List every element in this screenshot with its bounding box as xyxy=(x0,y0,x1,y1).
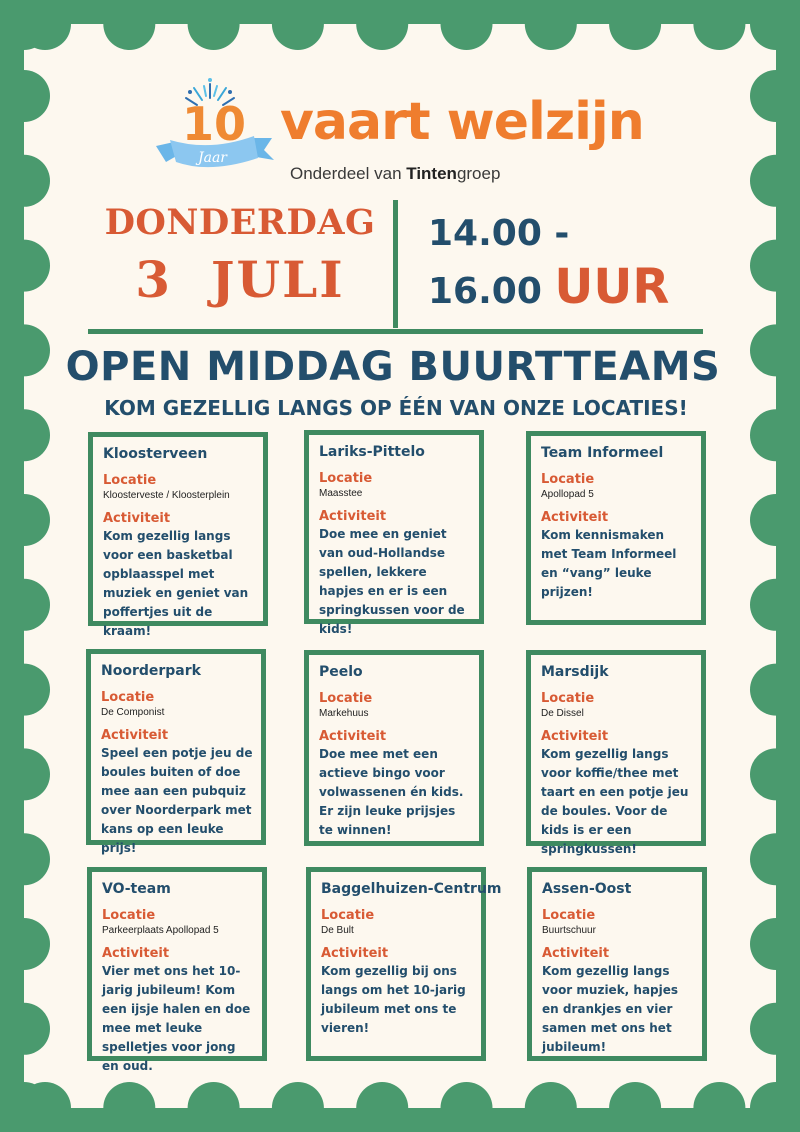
card-activity: Kom kennismaken met Team Informeel en “vang” leuke prijzen! xyxy=(541,528,677,599)
card-activity-label: Activiteit xyxy=(102,946,170,961)
svg-text:10: 10 xyxy=(182,97,247,151)
date-day: DONDERDAG xyxy=(104,202,376,243)
card-location-label: Locatie xyxy=(319,471,373,486)
card-title: Assen-Oost xyxy=(542,881,632,897)
location-card xyxy=(88,432,268,638)
location-card xyxy=(87,867,267,1073)
card-activity-label: Activiteit xyxy=(541,510,609,525)
card-title: Noorderpark xyxy=(101,663,201,679)
card-title: Lariks-Pittelo xyxy=(319,444,425,460)
card-location-label: Locatie xyxy=(102,908,156,923)
card-activity-label: Activiteit xyxy=(542,946,610,961)
card-location: De Componist xyxy=(101,707,165,718)
vertical-divider xyxy=(393,200,398,328)
location-card xyxy=(306,867,502,1061)
horizontal-divider xyxy=(88,329,703,334)
card-location: Parkeerplaats Apollopad 5 xyxy=(102,925,219,936)
card-location: De Bult xyxy=(321,925,354,936)
card-activity: Kom gezellig langs voor muziek, hapjes en drankjes en vier samen met ons het jubileum! xyxy=(542,964,679,1054)
card-activity: Vier met ons het 10-jarig jubileum! Kom een ijsje halen en doe mee met leuke spelletjes voor jong en oud. xyxy=(102,964,251,1073)
card-activity: Kom gezellig langs voor koffie/thee met taart en een potje jeu de boules. Voor de kids is er een springkussen! xyxy=(541,747,689,856)
event-date xyxy=(90,203,390,311)
logo-subline: Onderdeel van Tintengroep xyxy=(290,164,501,183)
card-location: De Dissel xyxy=(541,708,584,719)
card-location-label: Locatie xyxy=(319,691,373,706)
anniversary-badge-icon xyxy=(150,78,280,178)
card-location-label: Locatie xyxy=(541,472,595,487)
card-location: Apollopad 5 xyxy=(541,489,594,500)
time-end-line: 16.00 UUR xyxy=(428,259,670,315)
card-activity: Doe mee en geniet van oud-Hollandse spellen, lekkere hapjes en er is een springkussen voor de kids! xyxy=(319,527,465,636)
card-location: Kloosterveste / Kloosterplein xyxy=(103,490,230,501)
page-title: OPEN MIDDAG BUURTTEAMS xyxy=(65,344,721,390)
card-location-label: Locatie xyxy=(542,908,596,923)
location-card xyxy=(304,430,484,636)
card-activity: Doe mee met een actieve bingo voor volwassenen én kids. Er zijn leuke prijsjes te winnen! xyxy=(319,747,464,837)
card-location-label: Locatie xyxy=(321,908,375,923)
card-activity: Kom gezellig langs voor een basketbal opblaasspel met muziek en geniet van poffertjes uit de kraam! xyxy=(103,529,249,638)
card-title: Team Informeel xyxy=(541,445,664,461)
card-title: VO-team xyxy=(102,881,171,897)
logo-name: vaart welzijn xyxy=(280,92,644,152)
card-activity: Speel een potje jeu de boules buiten of doe mee aan een pubquiz over Noorderpark met kans op een leuke prijs! xyxy=(101,746,253,855)
card-location-label: Locatie xyxy=(101,690,155,705)
page-subtitle: KOM GEZELLIG LANGS OP ÉÉN VAN ONZE LOCATIES! xyxy=(104,396,688,420)
card-title: Marsdijk xyxy=(541,664,609,680)
card-title: Peelo xyxy=(319,664,363,680)
date-date: 3 JULI xyxy=(135,250,345,309)
event-time xyxy=(428,212,669,319)
card-title: Baggelhuizen-Centrum xyxy=(321,881,502,897)
location-card xyxy=(304,650,484,846)
card-activity-label: Activiteit xyxy=(319,729,387,744)
card-location-label: Locatie xyxy=(541,691,595,706)
vaart-welzijn-logo xyxy=(150,78,670,188)
card-activity: Kom gezellig bij ons langs om het 10-jarig jubileum met ons te vieren! xyxy=(321,964,466,1035)
card-activity-label: Activiteit xyxy=(319,509,387,524)
card-activity-label: Activiteit xyxy=(541,729,609,744)
card-activity-label: Activiteit xyxy=(321,946,389,961)
card-location: Markehuus xyxy=(319,708,369,719)
location-card xyxy=(527,867,707,1061)
location-card xyxy=(526,431,706,625)
card-title: Kloosterveen xyxy=(103,446,208,462)
time-start: 14.00 - xyxy=(428,213,570,254)
card-location-label: Locatie xyxy=(103,473,157,488)
svg-text:Jaar: Jaar xyxy=(198,150,227,166)
location-card xyxy=(526,650,706,856)
card-location: Maasstee xyxy=(319,488,363,499)
card-activity-label: Activiteit xyxy=(101,728,169,743)
card-location: Buurtschuur xyxy=(542,925,596,936)
location-card xyxy=(86,649,266,855)
card-activity-label: Activiteit xyxy=(103,511,171,526)
